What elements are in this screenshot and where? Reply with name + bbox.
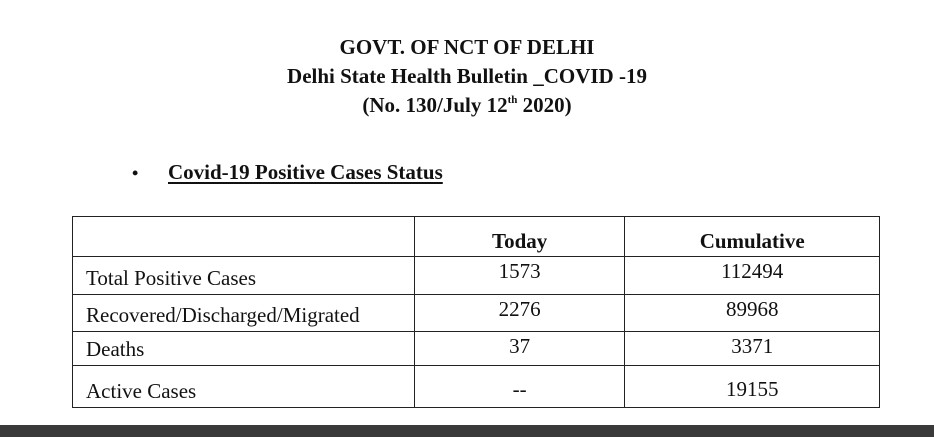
cumulative-value: 112494 <box>625 257 880 295</box>
today-value: 2276 <box>414 295 625 332</box>
table-header-row <box>73 217 880 257</box>
row-label: Total Positive Cases <box>73 257 415 295</box>
header-cell-empty <box>73 217 415 257</box>
row-label: Active Cases <box>73 366 415 408</box>
cumulative-value: 3371 <box>625 332 880 366</box>
table-row <box>73 366 880 408</box>
bullet-icon: • <box>132 163 139 183</box>
row-label: Deaths <box>73 332 415 366</box>
cumulative-value: 89968 <box>625 295 880 332</box>
today-value: 1573 <box>414 257 625 295</box>
date-ordinal-suffix: th <box>507 94 518 106</box>
table-row <box>73 295 880 332</box>
section-title: Covid-19 Positive Cases Status <box>168 160 443 184</box>
bulletin-year: 2020) <box>517 93 572 117</box>
section-heading <box>132 158 443 187</box>
bulletin-number-date <box>0 91 934 119</box>
cumulative-value: 19155 <box>625 366 880 408</box>
bottom-dark-bar <box>0 425 934 437</box>
header-cell-cumulative: Cumulative <box>625 217 880 257</box>
header-cell-today: Today <box>414 217 625 257</box>
cases-status-table <box>72 216 880 408</box>
table-row <box>73 332 880 366</box>
bulletin-number-prefix: (No. 130/July 12 <box>362 93 508 117</box>
bulletin-title: Delhi State Health Bulletin _COVID -19 <box>287 64 647 88</box>
today-value: -- <box>414 366 625 408</box>
today-value: 37 <box>414 332 625 366</box>
bulletin-authority: GOVT. OF NCT OF DELHI <box>339 35 595 59</box>
row-label: Recovered/Discharged/Migrated <box>73 295 415 332</box>
table-row <box>73 257 880 295</box>
